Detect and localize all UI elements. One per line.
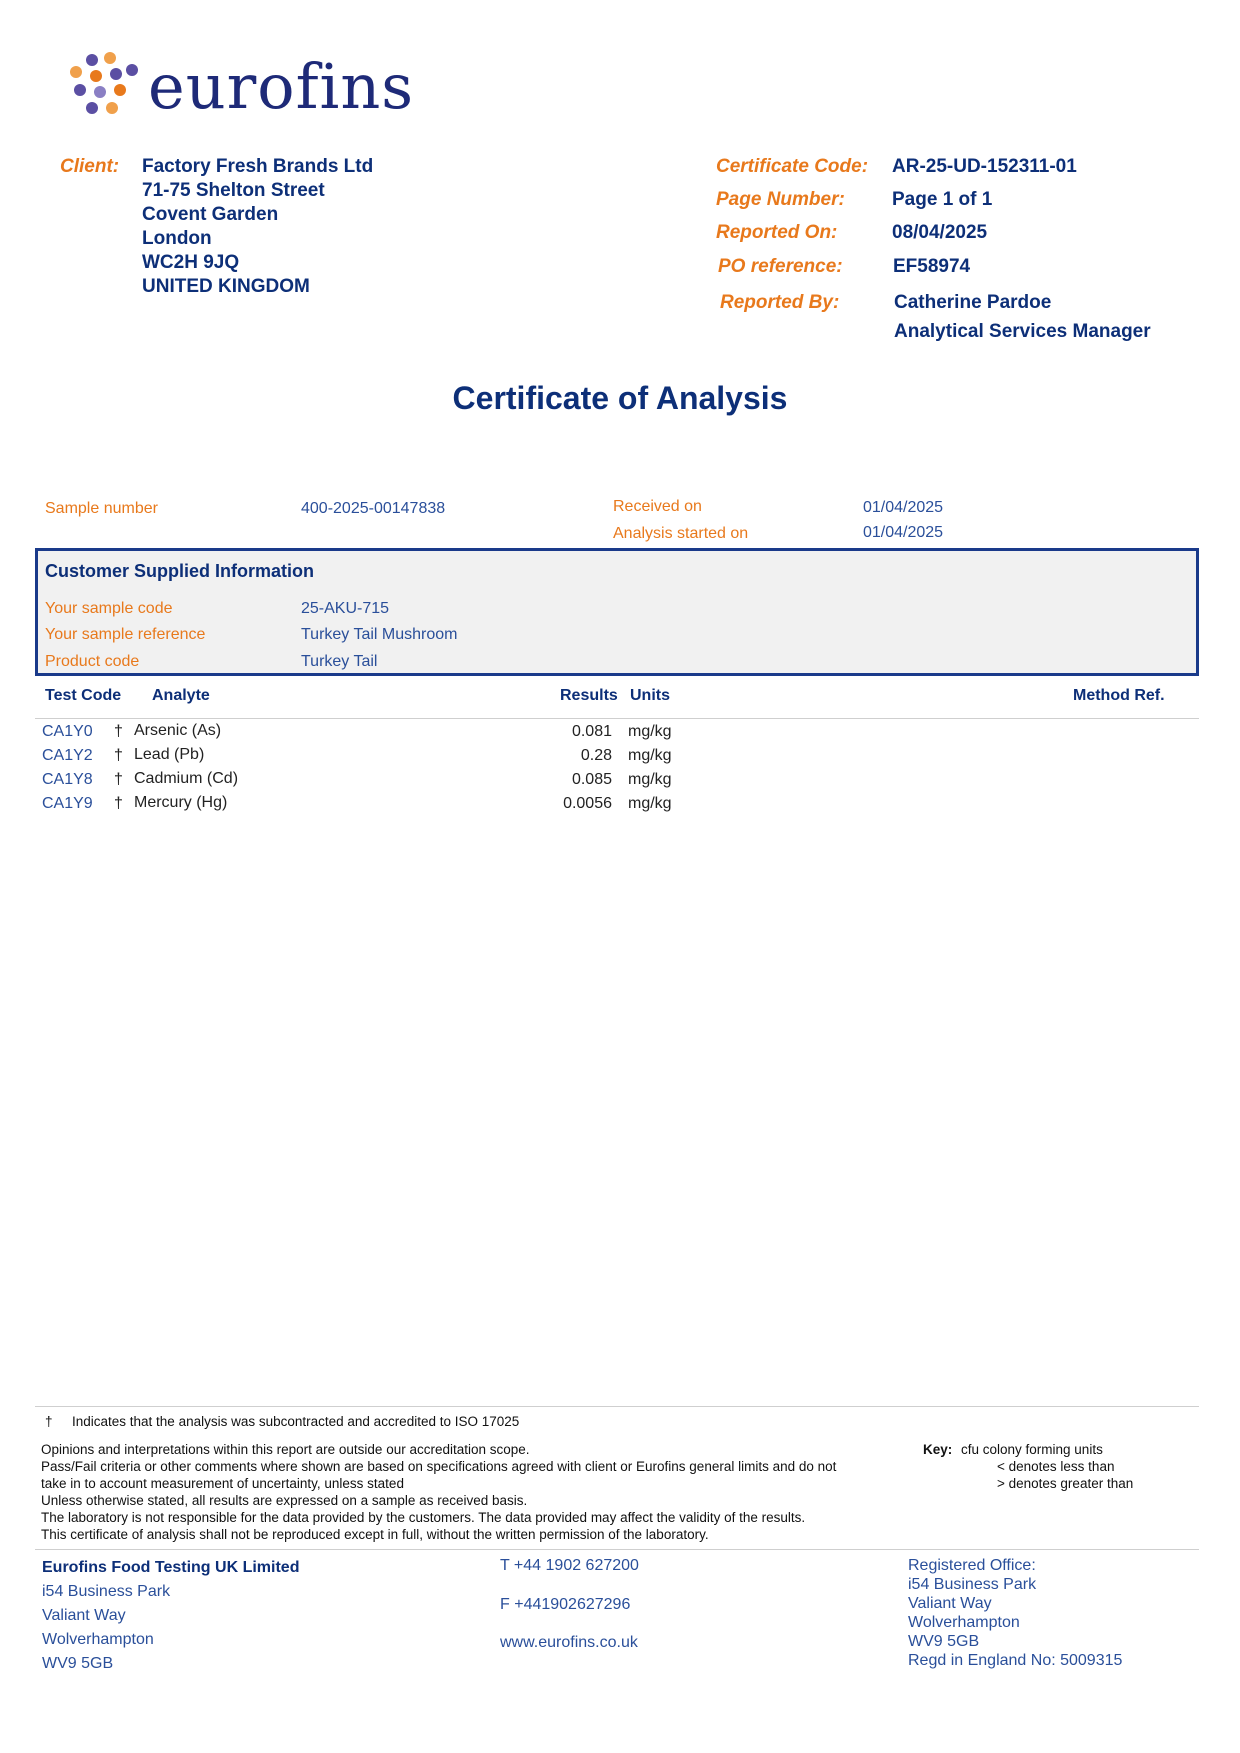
eurofins-logo-icon [66,50,146,120]
analysis-started-label: Analysis started on [613,525,749,542]
product-code: Turkey Tail [301,653,378,670]
client-name: Factory Fresh Brands Ltd [142,156,374,177]
table-row-units: mg/kg [628,747,672,764]
client-address-line: Covent Garden [142,204,279,225]
table-row-dagger: † [114,723,123,740]
page-title: Certificate of Analysis [452,380,788,416]
footer-dagger: † [45,1414,53,1429]
telephone: T +44 1902 627200 [500,1557,639,1574]
footer-divider-top [35,1406,1199,1407]
client-label: Client: [60,156,120,177]
footer-note: The laboratory is not responsible for the data provided by the customers. The data provided may affect the validity of the results. [41,1510,806,1525]
table-row-units: mg/kg [628,771,672,788]
company-address-line: i54 Business Park [42,1583,171,1600]
table-row-code: CA1Y8 [42,771,93,788]
col-results: Results [560,687,618,704]
reported-by-name: Catherine Pardoe [894,292,1052,313]
table-row-result: 0.0056 [563,795,612,812]
registered-address-line: Valiant Way [908,1595,992,1612]
table-row-units: mg/kg [628,723,672,740]
col-units: Units [630,687,670,704]
col-analyte: Analyte [152,687,210,704]
footer-key-label: Key: [923,1442,953,1457]
footer-divider-bottom [35,1549,1199,1550]
table-row-units: mg/kg [628,795,672,812]
customer-info-title: Customer Supplied Information [45,561,315,581]
table-header-divider [35,718,1199,719]
sample-reference: Turkey Tail Mushroom [301,626,458,643]
sample-number-label: Sample number [45,500,158,517]
table-row-analyte: Lead (Pb) [134,746,205,763]
sample-number: 400-2025-00147838 [301,500,446,517]
footer-key-line: < denotes less than [997,1459,1115,1474]
sample-code: 25-AKU-715 [301,600,390,617]
footer-key-line: cfu colony forming units [961,1442,1103,1457]
table-row-dagger: † [114,795,123,812]
client-address-line: UNITED KINGDOM [142,276,310,297]
reported-on-label: Reported On: [716,222,838,243]
po-reference-label: PO reference: [718,256,843,277]
website-link[interactable]: www.eurofins.co.uk [500,1634,638,1651]
footer-note: This certificate of analysis shall not be reproduced except in full, without the written permission of the laboratory. [41,1527,709,1542]
reported-by-title: Analytical Services Manager [894,321,1151,342]
footer-key-line: > denotes greater than [997,1476,1134,1491]
table-row-analyte: Arsenic (As) [134,722,222,739]
company-address-line: Valiant Way [42,1607,126,1624]
table-row-result: 0.28 [580,747,612,764]
reported-on: 08/04/2025 [892,222,988,243]
registered-address-line: i54 Business Park [908,1576,1037,1593]
table-row-code: CA1Y9 [42,795,93,812]
footer-dagger-note: Indicates that the analysis was subcontracted and accredited to ISO 17025 [72,1414,520,1429]
table-row-result: 0.085 [571,771,612,788]
footer-note: Pass/Fail criteria or other comments where shown are based on specifications agreed with client or Eurofins general limits and do not [41,1459,837,1474]
table-row-code: CA1Y2 [42,747,93,764]
eurofins-logo-text: eurofins [148,50,415,123]
table-row-analyte: Cadmium (Cd) [134,770,239,787]
registered-office-label: Registered Office: [908,1557,1036,1574]
fax: F +441902627296 [500,1596,631,1613]
table-row-code: CA1Y0 [42,723,93,740]
page-number: Page 1 of 1 [892,189,993,210]
table-row-dagger: † [114,771,123,788]
col-method-ref: Method Ref. [1073,687,1165,704]
footer-note: Unless otherwise stated, all results are expressed on a sample as received basis. [41,1493,528,1508]
registered-address-line: Wolverhampton [908,1614,1020,1631]
certificate-code-label: Certificate Code: [716,156,869,177]
sample-code-label: Your sample code [45,600,173,617]
analysis-started: 01/04/2025 [863,524,944,541]
company-address-line: Wolverhampton [42,1631,154,1648]
client-address-line: 71-75 Shelton Street [142,180,325,201]
company-address-line: WV9 5GB [42,1655,114,1672]
product-code-label: Product code [45,653,140,670]
po-reference: EF58974 [893,256,971,277]
client-address-line: London [142,228,212,249]
received-on: 01/04/2025 [863,499,944,516]
col-test-code: Test Code [45,687,122,704]
registration-number: Regd in England No: 5009315 [908,1652,1123,1669]
footer-note: take in to account measurement of uncertainty, unless stated [41,1476,404,1491]
registered-address-line: WV9 5GB [908,1633,980,1650]
certificate-code: AR-25-UD-152311-01 [892,156,1077,177]
page-number-label: Page Number: [716,189,845,210]
company-name: Eurofins Food Testing UK Limited [42,1559,300,1576]
reported-by-label: Reported By: [720,292,840,313]
client-address-line: WC2H 9JQ [142,252,240,273]
table-row-dagger: † [114,747,123,764]
received-on-label: Received on [613,498,702,515]
table-row-result: 0.081 [571,723,612,740]
table-row-analyte: Mercury (Hg) [134,794,228,811]
sample-reference-label: Your sample reference [45,626,206,643]
footer-note: Opinions and interpretations within this report are outside our accreditation scope. [41,1442,530,1457]
